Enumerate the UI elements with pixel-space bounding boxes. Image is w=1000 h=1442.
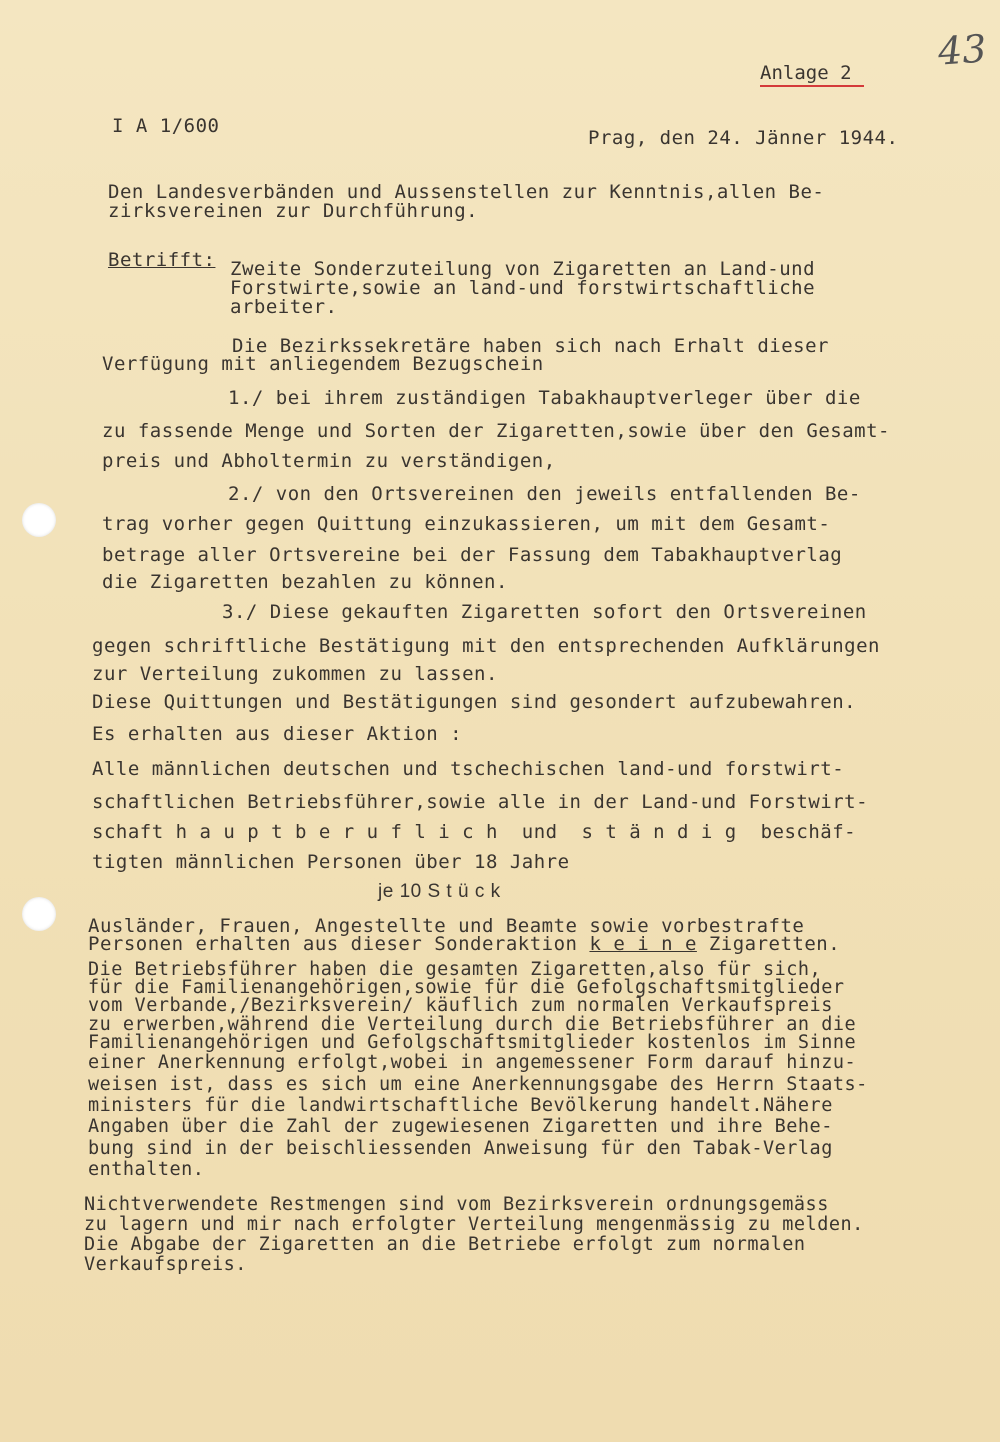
item1-line-1: 1./ bei ihrem zuständigen Tabakhauptverleger über die xyxy=(228,387,861,409)
reference-number: I A 1/600 xyxy=(112,115,220,137)
anlage-label xyxy=(760,62,864,87)
para2-line-6: tigten männlichen Personen über 18 Jahre xyxy=(92,851,570,873)
betrifft-line-1: Zweite Sonderzuteilung von Zigaretten an Land-und xyxy=(230,258,816,280)
para4-line-4: zu erwerben,während die Verteilung durch die Betriebsführer an die xyxy=(88,1014,857,1035)
punch-hole xyxy=(22,503,56,537)
intro-line-1: Den Landesverbänden und Aussenstellen zur Kenntnis,allen Be- xyxy=(108,181,825,203)
item1-line-3: preis und Abholtermin zu verständigen, xyxy=(102,450,556,472)
red-underline xyxy=(760,85,864,87)
item2-line-4: die Zigaretten bezahlen zu können. xyxy=(102,571,508,593)
punch-hole xyxy=(22,897,56,931)
item2-line-3: betrage aller Ortsvereine bei der Fassung dem Tabakhauptverlag xyxy=(102,544,843,566)
para5-line-2: zu lagern und mir nach erfolgter Verteilung mengenmässig zu melden. xyxy=(84,1214,864,1235)
intro-line-2: zirksvereinen zur Durchführung. xyxy=(108,200,479,222)
para3-line-1: Ausländer, Frauen, Angestellte und Beamte sowie vorbestrafte xyxy=(88,915,805,937)
para4-line-11: enthalten. xyxy=(88,1159,205,1180)
para5-line-1: Nichtverwendete Restmengen sind vom Bezirksverein ordnungsgemäss xyxy=(84,1194,829,1215)
para3-post: Zigaretten. xyxy=(696,933,841,955)
para4-line-7: weisen ist, dass es sich um eine Anerkennungsgabe des Herrn Staats- xyxy=(88,1074,868,1095)
para4-line-2: für die Familienangehörigen,sowie für die Gefolgschaftsmitglieder xyxy=(88,977,845,998)
para2-line-2: Es erhalten aus dieser Aktion : xyxy=(92,723,463,745)
para4-line-9: Angaben über die Zahl der zugewiesenen Zigaretten und ihre Behe- xyxy=(88,1116,833,1137)
item3-line-2: gegen schriftliche Bestätigung mit den entsprechenden Aufklärungen xyxy=(92,635,880,657)
item3-line-3: zur Verteilung zukommen zu lassen. xyxy=(92,663,498,685)
anlage-text: Anlage 2 xyxy=(760,62,852,84)
para2-line-4: schaftlichen Betriebsführer,sowie alle in der Land-und Forstwirt- xyxy=(92,791,869,813)
item2-line-2: trag vorher gegen Quittung einzukassieren, um mit dem Gesamt- xyxy=(102,513,831,535)
para4-line-3: vom Verbande,/Bezirksverein/ käuflich zum normalen Verkaufspreis xyxy=(88,995,833,1016)
para4-line-10: bung sind in der beischliessenden Anweisung für den Tabak-Verlag xyxy=(88,1138,833,1159)
page-number-mark: 43 xyxy=(936,26,988,74)
para4-line-5: Familienangehörigen und Gefolgschaftsmitglieder kostenlos im Sinne xyxy=(88,1032,857,1053)
betrifft-line-3: arbeiter. xyxy=(230,296,338,318)
para3-line-2 xyxy=(88,932,840,956)
item1-line-2: zu fassende Menge und Sorten der Zigaretten,sowie über den Gesamt- xyxy=(102,420,890,442)
para3-pre: Personen erhalten aus dieser Sonderaktion xyxy=(88,933,590,955)
para5-line-3: Die Abgabe der Zigaretten an die Betriebe erfolgt zum normalen xyxy=(84,1234,806,1255)
para2-line-5: schaft h a u p t b e r u f l i c h und s t ä n d i g beschäf- xyxy=(92,821,857,843)
je-stueck-heading: je 10 S t ü c k xyxy=(378,881,501,902)
item3-line-1: 3./ Diese gekauften Zigaretten sofort den Ortsvereinen xyxy=(222,601,867,623)
para4-line-1: Die Betriebsführer haben die gesamten Zigaretten,also für sich, xyxy=(88,959,822,980)
para2-line-3: Alle männlichen deutschen und tschechischen land-und forstwirt- xyxy=(92,758,845,780)
betrifft-line-2: Forstwirte,sowie an land-und forstwirtschaftliche xyxy=(230,277,816,299)
para4-line-6: einer Anerkennung erfolgt,wobei in angemessener Form darauf hinzu- xyxy=(88,1052,857,1073)
keine-emphasis: k e i n e xyxy=(589,933,697,955)
para1-line-1: Die Bezirkssekretäre haben sich nach Erhalt dieser xyxy=(232,335,829,357)
betrifft-label: Betrifft: xyxy=(108,249,216,271)
para2-line-1: Diese Quittungen und Bestätigungen sind gesondert aufzubewahren. xyxy=(92,691,857,713)
date-line: Prag, den 24. Jänner 1944. xyxy=(588,127,899,149)
para5-line-4: Verkaufspreis. xyxy=(84,1254,247,1275)
item2-line-1: 2./ von den Ortsvereinen den jeweils entfallenden Be- xyxy=(228,483,861,505)
para1-line-2: Verfügung mit anliegendem Bezugschein xyxy=(102,353,544,375)
para4-line-8: ministers für die landwirtschaftliche Bevölkerung handelt.Nähere xyxy=(88,1095,833,1116)
